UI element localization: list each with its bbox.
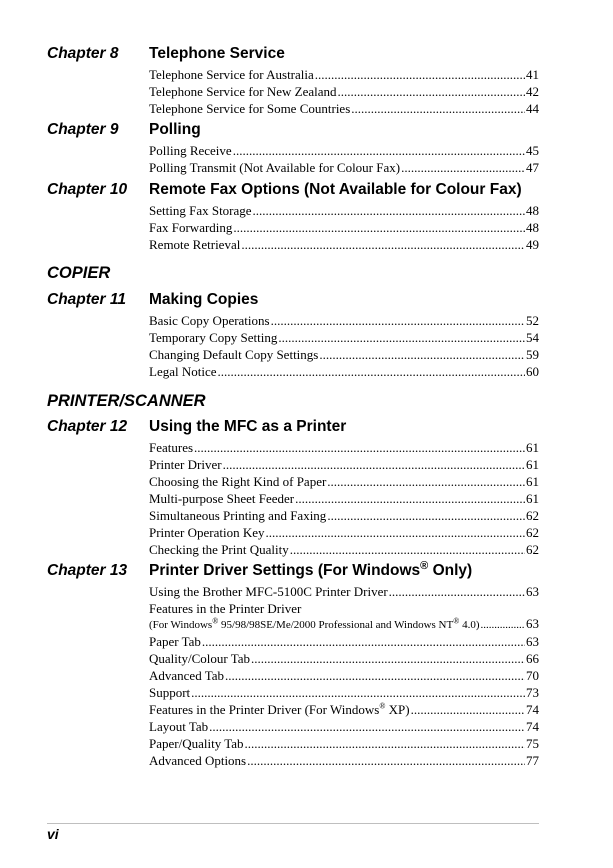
toc-entry[interactable] xyxy=(149,236,539,253)
leader-dots xyxy=(315,66,525,83)
entry-page: 62 xyxy=(526,525,539,540)
entry-text: Using the Brother MFC-5100C Printer Driver xyxy=(149,584,388,599)
section-title-printer-scanner: PRINTER/SCANNER xyxy=(47,392,206,410)
leader-dots xyxy=(338,83,525,100)
entry-text: Layout Tab xyxy=(149,719,209,734)
chapter-label: Chapter 10 xyxy=(47,181,128,198)
chapter-label: Chapter 11 xyxy=(47,291,126,308)
leader-dots xyxy=(327,507,525,524)
toc-entry[interactable] xyxy=(149,684,539,701)
toc-entry[interactable] xyxy=(149,633,539,650)
leader-dots xyxy=(245,735,525,752)
leader-dots xyxy=(351,100,525,117)
entry-text: Features in the Printer Driver xyxy=(149,601,302,616)
chapter-label: Chapter 9 xyxy=(47,121,119,138)
registered-mark: ® xyxy=(420,559,429,572)
chapter-label: Chapter 12 xyxy=(47,418,128,435)
chapter-8-entries xyxy=(149,66,539,117)
leader-dots xyxy=(241,236,525,253)
leader-dots xyxy=(319,346,525,363)
entry-text: Quality/Colour Tab xyxy=(149,651,251,666)
entry-text-part: (For Windows xyxy=(149,619,213,631)
entry-text: Paper Tab xyxy=(149,634,201,649)
chapter-title: Remote Fax Options (Not Available for Colour Fax) xyxy=(149,181,522,198)
entry-text-part: Features in the Printer Driver (For Windows xyxy=(149,702,380,717)
chapter-title: Making Copies xyxy=(149,291,259,308)
entry-text: Advanced Options xyxy=(149,753,247,768)
chapter-13-entries xyxy=(149,583,539,769)
registered-mark: ® xyxy=(212,616,219,626)
leader-dots xyxy=(233,219,525,236)
toc-entry[interactable] xyxy=(149,583,539,600)
entry-text: Multi-purpose Sheet Feeder xyxy=(149,491,295,506)
leader-dots xyxy=(194,439,525,456)
entry-text: Setting Fax Storage xyxy=(149,203,252,218)
section-title-copier: COPIER xyxy=(47,264,111,282)
chapter-label: Chapter 8 xyxy=(47,45,119,62)
chapter-label: Chapter 13 xyxy=(47,562,128,579)
entry-page: 44 xyxy=(526,101,539,116)
registered-mark: ® xyxy=(453,616,460,626)
leader-dots xyxy=(327,473,525,490)
entry-text: Telephone Service for New Zealand xyxy=(149,84,337,99)
entry-text: Printer Operation Key xyxy=(149,525,265,540)
entry-text: Features xyxy=(149,440,194,455)
entry-text: Choosing the Right Kind of Paper xyxy=(149,474,327,489)
title-text: Printer Driver Settings (For Windows xyxy=(149,562,421,579)
toc-entry[interactable] xyxy=(149,202,539,219)
entry-subline xyxy=(149,616,539,633)
leader-dots xyxy=(401,159,525,176)
entry-page: 41 xyxy=(526,67,539,82)
toc-entry[interactable] xyxy=(149,735,539,752)
leader-dots xyxy=(271,312,525,329)
entry-page: 45 xyxy=(526,143,539,158)
entry-page: 60 xyxy=(526,364,539,379)
chapter-12-entries xyxy=(149,439,539,558)
title-text: Only) xyxy=(428,562,473,579)
entry-page: 63 xyxy=(526,634,539,649)
page-number: vi xyxy=(47,826,59,842)
toc-entry[interactable] xyxy=(149,159,539,176)
entry-text: Simultaneous Printing and Faxing xyxy=(149,508,327,523)
leader-dots xyxy=(225,667,525,684)
entry-text: Support xyxy=(149,685,191,700)
entry-page: 74 xyxy=(526,702,539,717)
leader-dots xyxy=(247,752,525,769)
chapter-11-entries xyxy=(149,312,539,380)
entry-page: 48 xyxy=(526,220,539,235)
entry-page: 49 xyxy=(526,237,539,252)
entry-page: 63 xyxy=(526,584,539,599)
leader-dots xyxy=(278,329,525,346)
toc-entry[interactable] xyxy=(149,507,539,524)
entry-text: Fax Forwarding xyxy=(149,220,233,235)
entry-page: 61 xyxy=(526,474,539,489)
entry-text: Temporary Copy Setting xyxy=(149,330,278,345)
chapter-title: Using the MFC as a Printer xyxy=(149,418,347,435)
leader-dots xyxy=(251,650,525,667)
entry-page: 77 xyxy=(526,753,539,768)
entry-page: 59 xyxy=(526,347,539,362)
leader-dots xyxy=(191,684,525,701)
entry-page: 61 xyxy=(526,491,539,506)
toc-entry[interactable] xyxy=(149,329,539,346)
toc-entry[interactable] xyxy=(149,439,539,456)
toc-entry[interactable] xyxy=(149,142,539,159)
entry-page: 74 xyxy=(526,719,539,734)
leader-dots xyxy=(290,541,525,558)
leader-dots xyxy=(233,142,525,159)
registered-mark: ® xyxy=(379,701,386,711)
toc-entry[interactable] xyxy=(149,667,539,684)
toc-entry[interactable] xyxy=(149,541,539,558)
chapter-title xyxy=(149,559,473,580)
entry-page: 70 xyxy=(526,668,539,683)
toc-entry[interactable] xyxy=(149,363,539,380)
toc-entry[interactable] xyxy=(149,490,539,507)
entry-text xyxy=(149,701,410,718)
entry-text: Paper/Quality Tab xyxy=(149,736,244,751)
entry-page: 52 xyxy=(526,313,539,328)
entry-text-part: 95/98/98SE/Me/2000 Professional and Windows NT xyxy=(218,619,454,631)
entry-text: Remote Retrieval xyxy=(149,237,241,252)
entry-page: 63 xyxy=(526,616,539,631)
toc-entry[interactable] xyxy=(149,601,539,633)
entry-text-part: 4.0) xyxy=(459,619,480,631)
entry-page: 42 xyxy=(526,84,539,99)
entry-page: 61 xyxy=(526,440,539,455)
toc-entry[interactable] xyxy=(149,100,539,117)
chapter-title: Polling xyxy=(149,121,201,138)
entry-page: 62 xyxy=(526,542,539,557)
toc-entry[interactable] xyxy=(149,312,539,329)
leader-dots xyxy=(480,617,525,633)
leader-dots xyxy=(411,701,525,718)
leader-dots xyxy=(209,718,525,735)
toc-entry[interactable] xyxy=(149,701,539,718)
toc-entry[interactable] xyxy=(149,83,539,100)
toc-entry[interactable] xyxy=(149,718,539,735)
leader-dots xyxy=(202,633,525,650)
entry-text: Polling Transmit (Not Available for Colour Fax) xyxy=(149,160,401,175)
entry-text xyxy=(149,617,479,633)
entry-page: 66 xyxy=(526,651,539,666)
leader-dots xyxy=(266,524,525,541)
leader-dots xyxy=(295,490,525,507)
leader-dots xyxy=(218,363,526,380)
toc-entry[interactable] xyxy=(149,219,539,236)
leader-dots xyxy=(253,202,525,219)
chapter-9-entries xyxy=(149,142,539,176)
toc-entry[interactable] xyxy=(149,66,539,83)
toc-entry[interactable] xyxy=(149,456,539,473)
entry-page: 48 xyxy=(526,203,539,218)
entry-page: 62 xyxy=(526,508,539,523)
toc-entry[interactable] xyxy=(149,346,539,363)
entry-text: Checking the Print Quality xyxy=(149,542,289,557)
entry-page: 47 xyxy=(526,160,539,175)
leader-dots xyxy=(223,456,525,473)
leader-dots xyxy=(389,583,525,600)
toc-entry[interactable] xyxy=(149,752,539,769)
entry-text: Advanced Tab xyxy=(149,668,225,683)
chapter-10-entries xyxy=(149,202,539,253)
toc-entry[interactable] xyxy=(149,524,539,541)
entry-text: Printer Driver xyxy=(149,457,222,472)
footer-divider xyxy=(47,823,539,824)
toc-entry[interactable] xyxy=(149,473,539,490)
toc-entry[interactable] xyxy=(149,650,539,667)
entry-text: Telephone Service for Some Countries xyxy=(149,101,351,116)
entry-page: 61 xyxy=(526,457,539,472)
entry-text: Changing Default Copy Settings xyxy=(149,347,319,362)
entry-text: Legal Notice xyxy=(149,364,217,379)
entry-page: 73 xyxy=(526,685,539,700)
entry-page: 75 xyxy=(526,736,539,751)
entry-page: 54 xyxy=(526,330,539,345)
entry-text: Telephone Service for Australia xyxy=(149,67,314,82)
entry-text: Basic Copy Operations xyxy=(149,313,270,328)
entry-text-part: XP) xyxy=(385,702,410,717)
chapter-title: Telephone Service xyxy=(149,45,285,62)
entry-text: Polling Receive xyxy=(149,143,232,158)
